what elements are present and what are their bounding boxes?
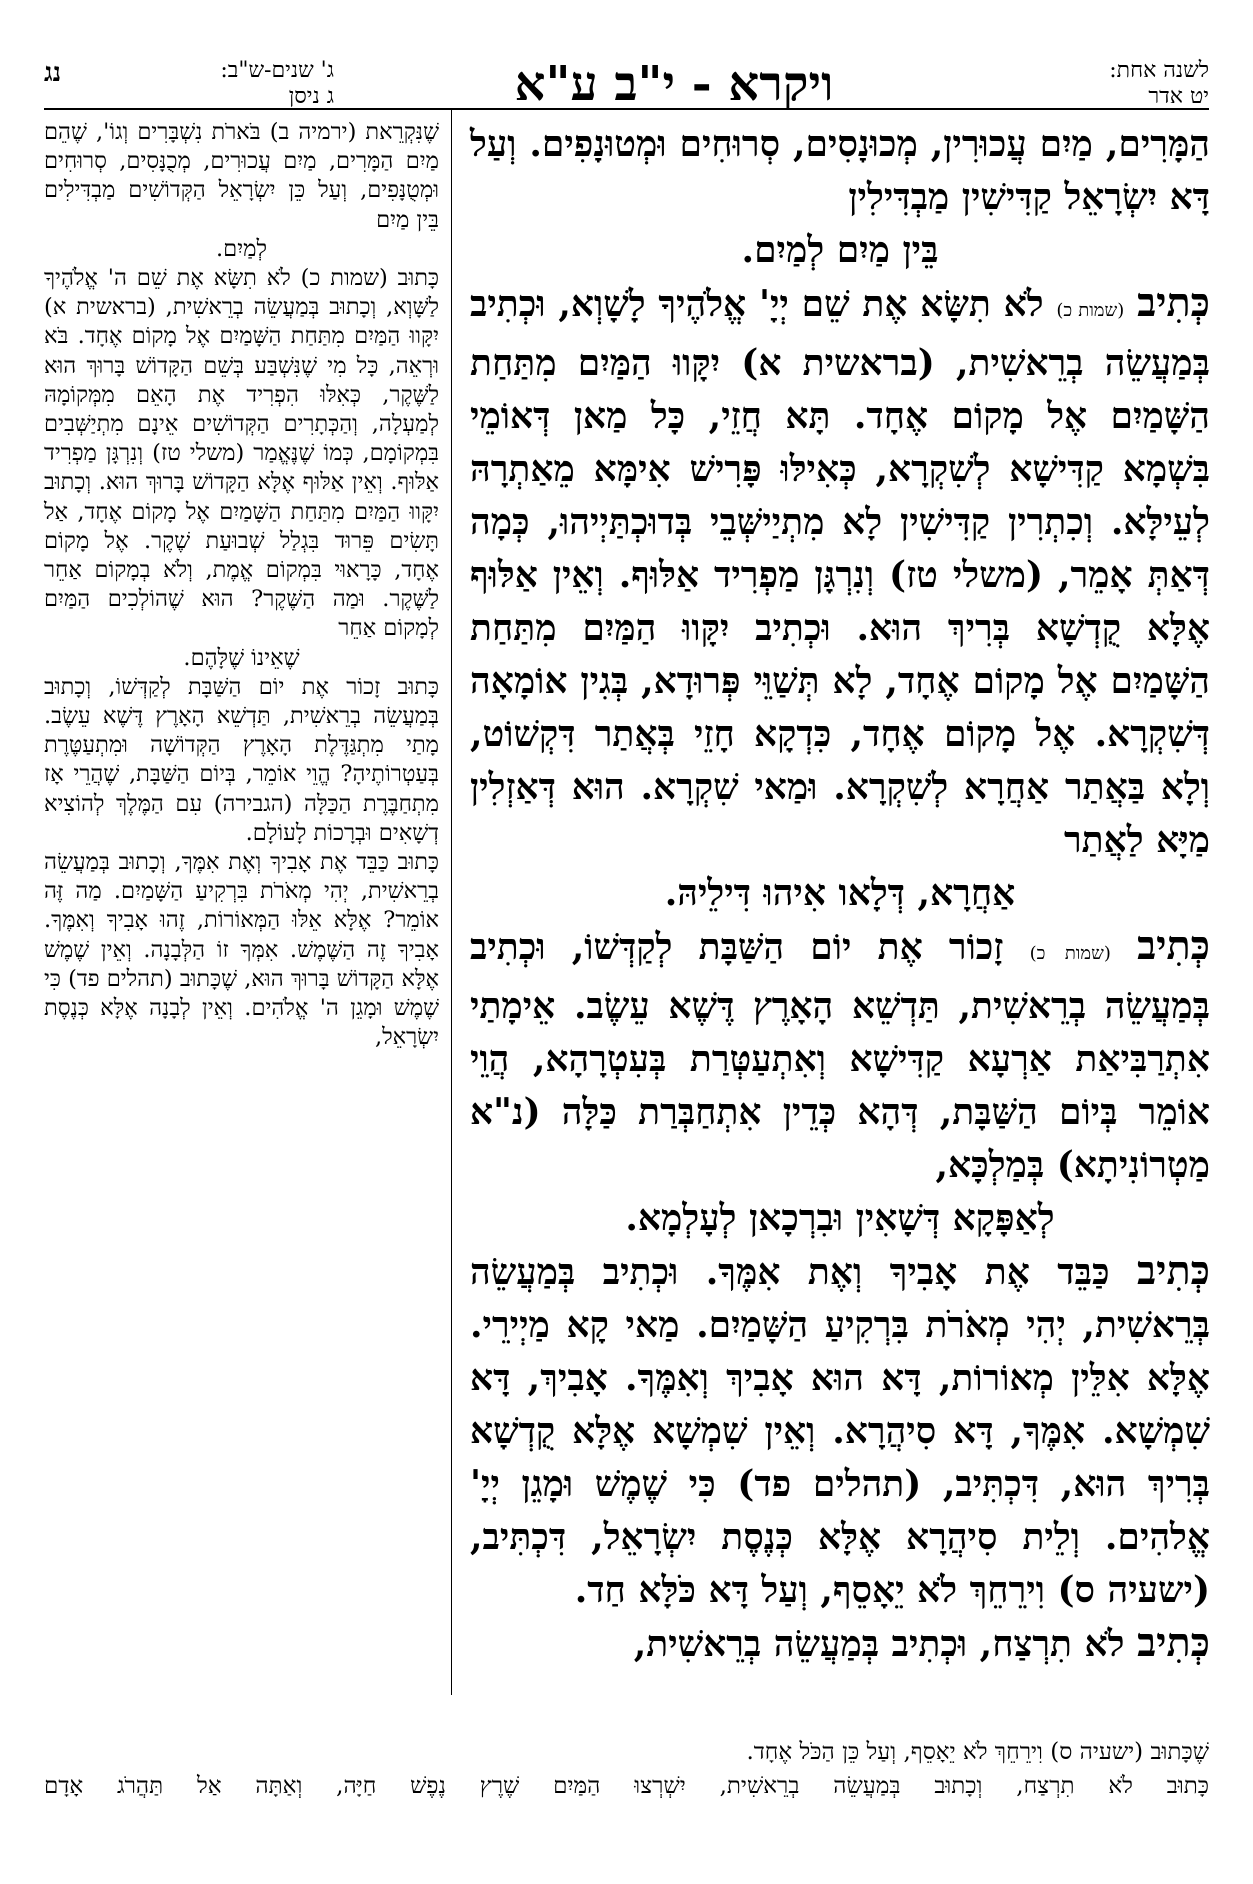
verse-quote: זָכוֹר אֶת יוֹם הַשַּׁבָּת לְקַדְּשׁוֹ, xyxy=(571,926,1004,968)
commentary-column xyxy=(44,118,439,1053)
main-paragraph xyxy=(470,277,1210,867)
schedule-three-years-date: ג ניסן xyxy=(288,84,334,109)
main-paragraph-end: לְאַפָּקָא דְּשָׁאִין וּבִרְכָאן לְעָלְמָא. xyxy=(625,1197,1055,1239)
verse-reference: (שמות כ) xyxy=(1056,300,1125,321)
commentary-paragraph: כָּתוּב (שמות כ) לֹא תִשָּׂא אֶת שֵׁם ה' אֱלֹהֶיךָ לַשָּׁוְא, וְכָתוּב בְּמַעֲשֵׂה בְרֵאשִׁית, (בראשית א) יִקָּווּ הַמַּיִם מִתַּחַת הַשָּׁמַיִם אֶל מָקוֹם אֶחָד. בֹּא וּרְאֵה, כָּל מִי שֶׁנִּשְׁבַּע בְּשֵׁם הַקָּדוֹשׁ בָּרוּךְ הוּא לַשֶּׁקֶר, כְּאִלּוּ הִפְרִיד אֶת הָאֵם מִמְּקוֹמָהּ לְמַעְלָה, וְהַכְּתָרִים הַקְּדוֹשִׁים אֵינָם מִתְיַשְּׁבִים בִּמְקוֹמָם, כְּמוֹ שֶׁנֶּאֱמַר (משלי טז) וְנִרְגָּן מַפְרִיד אַלּוּף. וְאֵין אַלּוּף אֶלָּא הַקָּדוֹשׁ בָּרוּךְ הוּא. וְכָתוּב יִקָּווּ הַמַּיִם מִתַּחַת הַשָּׁמַיִם אֶל מָקוֹם אֶחָד, אַל תָּשִׂים פֵּרוּד בִּגְלַל שְׁבוּעַת שֶׁקֶר. אֶל מָקוֹם אֶחָד, כָּרָאוּי בִּמְקוֹם אֱמֶת, וְלֹא בְמָקוֹם אַחֵר לַשֶּׁקֶר. וּמַה הַשֶּׁקֶר? הוּא שֶׁהוֹלְכִים הַמַּיִם לְמָקוֹם אַחֵר xyxy=(44,265,439,642)
verse-quote: כַּבֵּד אֶת אָבִיךָ וְאֶת אִמֶּךָ. וּכְתִיב בְּמַעֲשֵׂה xyxy=(470,1251,1110,1293)
header-divider xyxy=(44,108,1209,110)
main-paragraph: הַמָּרִים, מַיִם עֲכוּרִין, מְכוּנָסִים, סְרוּחִים וּמְטוּנָפִים. וְעַל דָּא יִשְׂרָאֵל קַדִּישִׁין מַבְדִּילִין xyxy=(470,123,1210,218)
commentary-paragraph-end: שֶׁאֵינוֹ שֶׁלָּהֶם. xyxy=(183,644,300,671)
main-paragraph xyxy=(470,1617,1210,1671)
paragraph-lead-word: כְּתִיב xyxy=(1137,1620,1210,1666)
main-paragraph-end: בֵּין מַיִם לְמַיִם. xyxy=(741,229,939,271)
bottom-line: כָּתוּב לֹא תִרְצַח, וְכָתוּב בְּמַעֲשֵׂה בְרֵאשִׁית, יִשְׁרְצוּ הַמַּיִם שֶׁרֶץ נֶפֶשׁ חַיָּה, וְאַתָּה אַל תַּהֲרֹג אָדָם xyxy=(44,1773,1209,1799)
paragraph-lead-word: כְּתִיב xyxy=(1137,923,1210,969)
commentary-paragraph: כָּתוּב זָכוֹר אֶת יוֹם הַשַּׁבָּת לְקַדְּשׁוֹ, וְכָתוּב בְּמַעֲשֵׂה בְרֵאשִׁית, תַּדְשֵׁא הָאָרֶץ דֶּשֶׁא עֵשֶׂב. מָתַי מִתְגַּדֶּלֶת הָאָרֶץ הַקְּדוֹשָׁה וּמִתְעַטֶּרֶת בְּעַטְרוֹתֶיהָ? הֱוֵי אוֹמֵר, בְּיוֹם הַשַּׁבָּת, שֶׁהֲרֵי אָז מִתְחַבֶּרֶת הַכַּלָּה (הגבירה) עִם הַמֶּלֶךְ לְהוֹצִיא דְשָׁאִים וּבְרָכוֹת לָעוֹלָם. xyxy=(44,673,439,846)
main-text-column xyxy=(470,118,1210,1671)
main-paragraph-end: אַחֲרָא, דְּלָאו אִיהוּ דִּילֵיהּ. xyxy=(664,872,1016,914)
paragraph-body: בְּרֵאשִׁית, יְהִי מְאֹרֹת בִּרְקִיעַ הַשָּׁמַיִם. מַאי קָא מַיְירֵי. אֶלָּא אִלֵּין מְאוֹרוֹת, דָּא הוּא אָבִיךְ וְאִמֶּךָ. אָבִיךְ, דָּא שִׁמְשָׁא. אִמֶּךָ, דָּא סִיהֲרָא. וְאֵין שִׁמְשָׁא אֶלָּא קֻדְשָׁא בְּרִיךְ הוּא, דִּכְתִּיב, (תהלים פד) כִּי שֶׁמֶשׁ וּמָגֵן יְיָ' אֱלהִים. וְלֵית סִיהֲרָא אֶלָּא כְּנֶסֶת יִשְׂרָאֵל, דִּכְתִּיב, (ישעיה ס) וִירֵחֵךְ לֹא יֵאָסֵף, וְעַל דָּא כֹּלָּא חַד. xyxy=(470,1304,1210,1611)
schedule-three-years-label: ג' שנים-ש"ב: xyxy=(220,58,334,83)
verse-reference: (שמות כ) xyxy=(1029,943,1111,964)
commentary-paragraph: כָּתוּב כַּבֵּד אֶת אָבִיךָ וְאֶת אִמֶּךָ, וְכָתוּב בְּמַעֲשֵׂה בְרֵאשִׁית, יְהִי מְאֹרֹת בִּרְקִיעַ הַשָּׁמַיִם. מַה זֶּה אוֹמֵר? אֶלָּא אֵלּוּ הַמְּאוֹרוֹת, זֶהוּ אָבִיךָ וְאִמֶּךָ. אָבִיךָ זֶה הַשֶּׁמֶשׁ. אִמְּךָ זוֹ הַלְּבָנָה. וְאֵין שֶׁמֶשׁ אֶלָּא הַקָּדוֹשׁ בָּרוּךְ הוּא, שֶׁכָּתוּב (תהלים פד) כִּי שֶׁמֶשׁ וּמָגֵן ה' אֱלֹהִים. וְאֵין לְבָנָה אֶלָּא כְּנֶסֶת יִשְׂרָאֵל, xyxy=(44,849,439,1051)
column-divider xyxy=(451,110,452,1695)
schedule-three-years xyxy=(184,58,334,110)
paragraph-lead-word: כְּתִיב xyxy=(1137,1248,1210,1294)
page-header xyxy=(44,56,1209,112)
paragraph-body: וּכְתִיב בְּמַעֲשֵׂה בְרֵאשִׁית, תַּדְשֵׁא הָאָרֶץ דֶּשֶׁא עֵשֶׂב. אֵימָתַי אִתְרַבִּיאַת אַרְעָא קַדִּישָׁא וְאִתְעַטְּרַת בְּעִטְרָהָא, הֲוֵי אוֹמֵר בְּיוֹם הַשַּׁבָּת, דְּהָא כְּדֵין אִתְחַבְּרַת כַּלָּה (נ"א מַטְרוֹנִיתָא) בְּמַלְכָּא, xyxy=(470,926,1211,1186)
commentary-paragraph: שֶׁנִּקְרֵאת (ירמיה ב) בֹּארֹת נִשְׁבָּרִים וְגוֹ', שֶׁהֵם מַיִם הַמָּרִים, מַיִם עֲכוּרִים, מְכֻנָּסִים, סְרוּחִים וּמְטֻנָּפִים, וְעַל כֵּן יִשְׂרָאֵל הַקְּדוֹשִׁים מַבְדִּילִים בֵּין מַיִם xyxy=(44,119,439,233)
schedule-one-year-label: לשנה אחת: xyxy=(1109,58,1209,83)
paragraph-body: לָשָׁוְא, וּכְתִיב בְּמַעֲשֵׂה בְרֵאשִׁית, (בראשית א) יִקָּווּ הַמַּיִם מִתַּחַת הַשָּׁמַיִם אֶל מָקוֹם אֶחָד. תָּא חֲזֵי, כָּל מַאן דְּאוֹמֵי בִּשְׁמָא קַדִּישָׁא לְשִׁקְרָא, כְּאִילּוּ פָּרִישׁ אִימָּא מֵאַתְרָהּ לְעֵילָּא. וְכִתְרִין קַדִּישִׁין לָא מִתְיַישְּׁבֵי בְּדוּכְתַּיְיהוּ, כְּמָה דְּאַתְּ אָמֵר, (משלי טז) וְנִרְגָּן מַפְרִיד אַלּוּף. וְאֵין אַלּוּף אֶלָּא קֻדְשָׁא בְּרִיךְ הוּא. וּכְתִיב יִקָּווּ הַמַּיִם מִתַּחַת הַשָּׁמַיִם אֶל מָקוֹם אֶחָד, לָא תְּשַׁוֵּי פְּרוּדָא, בְּגִין אוֹמָאָה דְּשִׁקְרָא. אֶל מָקוֹם אֶחָד, כִּדְקָא חָזֵי בְּאֲתַר דִּקְשׁוֹט, וְלָא בַּאֲתַר אַחֲרָא לְשִׁקְרָא. וּמַאי שִׁקְרָא. הוּא דְּאַזְלִין מַיָּא לַאֲתַר xyxy=(470,283,1210,861)
page-number: נג xyxy=(44,58,62,88)
main-paragraph xyxy=(470,1245,1210,1617)
main-paragraph xyxy=(470,920,1210,1192)
schedule-one-year xyxy=(1009,58,1209,110)
verse-quote: לֹא תִרְצַח, וּכְתִיב בְּמַעֲשֵׂה בְרֵאשִׁית, xyxy=(633,1623,1125,1665)
verse-quote: לֹא תִשָּׂא אֶת שֵׁם יְיָ' אֱלֹהֶיךָ xyxy=(658,283,1044,325)
schedule-one-year-date: יט אדר xyxy=(1148,84,1209,109)
bottom-line: שֶׁכָּתוּב (ישעיה ס) וִירֵחֵךְ לֹא יֵאָסֵף, וְעַל כֵּן הַכֹּל אֶחָד. xyxy=(746,1739,1209,1765)
commentary-paragraph-end: לְמַיִם. xyxy=(216,235,267,262)
page-title: ויקרא - י"ב ע"א xyxy=(514,56,834,112)
paragraph-lead-word: כְּתִיב xyxy=(1137,280,1210,326)
